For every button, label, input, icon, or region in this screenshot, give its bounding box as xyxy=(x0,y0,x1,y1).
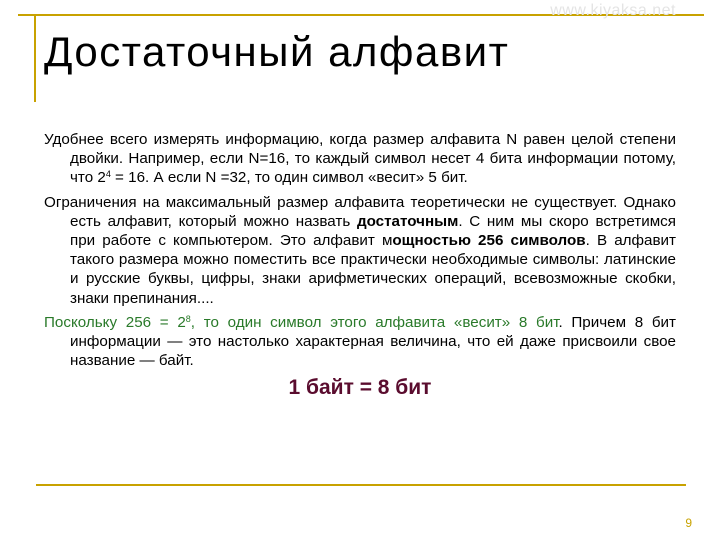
watermark: www.kiyaksa.net xyxy=(550,2,676,19)
p2-text3: . В алфавит такого размера можно поместить все практически необходимые символы: латинские и русские буквы, цифры, знаки арифметических операций, всевозможные скобки, знаки препинания.... xyxy=(70,232,676,307)
p3-text: . Причем 8 бит информации — это настолько характерная величина, что ей даже присвоили свое название — байт. xyxy=(70,313,676,370)
p3-green-text: Поскольку 256 = 2 xyxy=(44,313,186,331)
p3-green-text2: , то один символ этого алфавита «весит» 8 бит xyxy=(190,313,559,331)
title-accent-bar xyxy=(34,14,36,102)
p2-text2: . С ним мы скоро встретимся при работе с компьютером. Это алфавит м xyxy=(70,212,676,250)
slide-title: Достаточный алфавит xyxy=(44,28,510,75)
paragraph-3 xyxy=(44,313,676,371)
byte-formula: 1 байт = 8 бит xyxy=(288,376,432,400)
p1-text1: Удобнее всего измерять информацию, когда размер алфавита N равен целой степени двойки. Например, если N=16, то каждый символ несет 4 бита информации потому, что 2 xyxy=(44,131,676,187)
p2-text1: Ограничения на максимальный размер алфавита теоретически не существует. Однако есть алфавит, который можно назвать xyxy=(44,193,676,230)
p1-text2: = 16. А если N =32, то один символ «весит» 5 бит. xyxy=(110,169,468,187)
slide-body xyxy=(44,130,676,398)
p1-superscript: 4 xyxy=(105,169,111,180)
bottom-rule xyxy=(36,484,686,486)
p2-bold-sufficient: достаточным xyxy=(356,212,459,230)
paragraph-1 xyxy=(44,130,676,188)
p2-bold-capacity: ощностью 256 символов xyxy=(392,232,586,250)
p3-superscript: 8 xyxy=(185,313,191,324)
paragraph-2 xyxy=(44,193,676,308)
page-number: 9 xyxy=(685,516,692,530)
